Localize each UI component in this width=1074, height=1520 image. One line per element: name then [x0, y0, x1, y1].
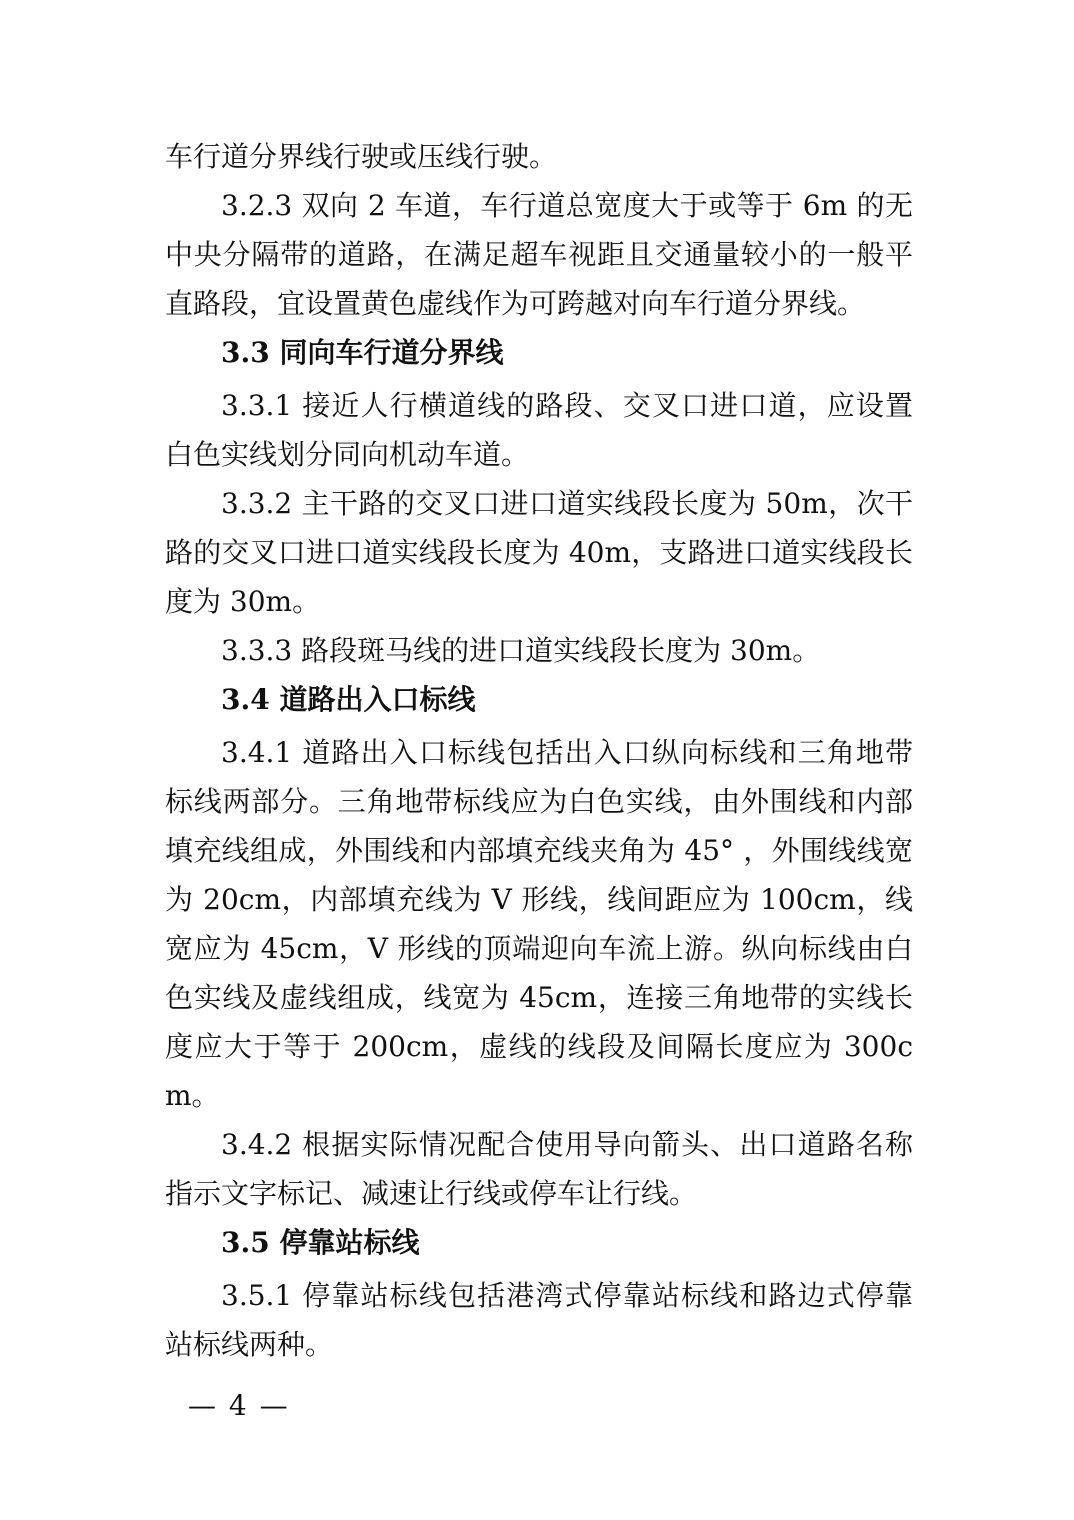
- clause-3-4-2: 3.4.2 根据实际情况配合使用导向箭头、出口道路名称指示文字标记、减速让行线或停车让行线。: [165, 1128, 913, 1210]
- document-body: [165, 132, 913, 1369]
- clause-3-3-3: 3.3.3 路段斑马线的进口道实线段长度为 30m。: [221, 634, 821, 667]
- section-heading-3-4: 3.4 道路出入口标线: [221, 683, 476, 716]
- clause-3-3-2: 3.3.2 主干路的交叉口进口道实线段长度为 50m，次干路的交叉口进口道实线段长度为 40m，支路进口道实线段长度为 30m。: [165, 487, 913, 618]
- clause-3-4-1: 3.4.1 道路出入口标线包括出入口纵向标线和三角地带标线两部分。三角地带标线应为白色实线，由外围线和内部填充线组成，外围线和内部填充线夹角为 45° ，外围线线宽为 20cm，内部填充线为 V 形线，线间距应为 100cm，线宽应为 45cm，V 形线的顶端迎向车流上游。纵向标线由白色实线及虚线组成，线宽为 45cm，连接三角地带的实线长度应大于等于 200cm，虚线的线段及间隔长度应为 300cm。: [165, 736, 913, 1112]
- page-number: — 4 —: [188, 1389, 290, 1422]
- clause-3-2-3: 3.2.3 双向 2 车道，车行道总宽度大于或等于 6m 的无中央分隔带的道路，在满足超车视距且交通量较小的一般平直路段，宜设置黄色虚线作为可跨越对向车行道分界线。: [165, 189, 913, 320]
- section-heading-3-5: 3.5 停靠站标线: [221, 1226, 420, 1259]
- clause-3-5-1: 3.5.1 停靠站标线包括港湾式停靠站标线和路边式停靠站标线两种。: [165, 1279, 913, 1361]
- paragraph: 车行道分界线行驶或压线行驶。: [165, 140, 558, 173]
- section-heading-3-3: 3.3 同向车行道分界线: [221, 336, 504, 369]
- clause-3-3-1: 3.3.1 接近人行横道线的路段、交叉口进口道，应设置白色实线划分同向机动车道。: [165, 389, 913, 471]
